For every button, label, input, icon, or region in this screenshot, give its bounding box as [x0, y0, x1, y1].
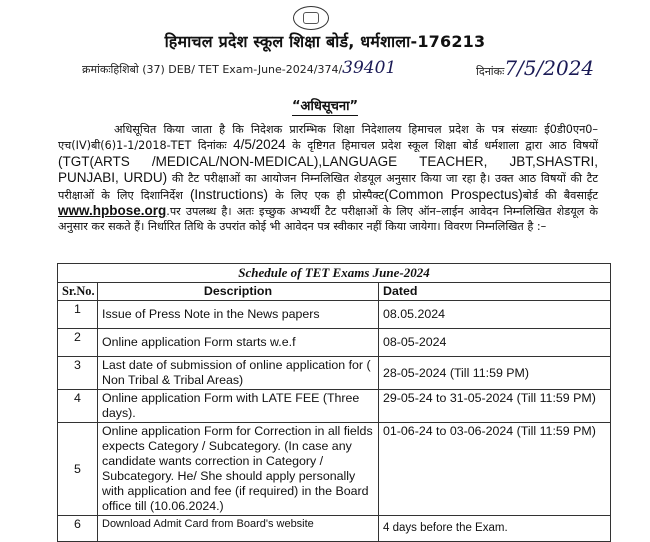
row-description: Online application Form starts w.e.f	[98, 329, 379, 357]
reference-handwritten-number: 39401	[342, 58, 397, 78]
row-description: Last date of submission of online application for ( Non Tribal & Tribal Areas)	[98, 357, 379, 390]
row-sr: 3	[58, 357, 98, 390]
body-text-6: .पर उपलब्ध है। अतः इच्छुक अभ्यर्थी टैट परीक्षाओं के लिए ऑन–लाईन आवेदन निम्नलिखित शेडयूल के अनुसार कर सकते हैं। निर्धारित तिथि के उपरांत कोई भी आवेदन पत्र स्वीकार नहीं किया जायेगा। विवरण निम्नलिखित है :–	[58, 205, 598, 234]
schedule-caption-row	[58, 264, 611, 283]
row-description: Issue of Press Note in the News papers	[98, 301, 379, 329]
website-link[interactable]: www.hpbose.org	[58, 203, 167, 219]
row-dated: 28-05-2024 (Till 11:59 PM)	[379, 357, 611, 390]
table-row	[58, 301, 611, 329]
row-dated: 08-05-2024	[379, 329, 611, 357]
table-row	[58, 516, 611, 542]
body-text-1: अधिसूचित किया जाता है कि निदेशक प्रारम्भिक शिक्षा निदेशालय हिमाचल प्रदेश के पत्र संख्याः ई0डी0एन0–एच(IV)बी(6)1-1/2018-TET दिनांकः	[58, 123, 598, 153]
table-row	[58, 357, 611, 390]
notification-body	[58, 122, 598, 235]
body-instructions: (Instructions)	[189, 186, 268, 202]
issue-date	[476, 56, 594, 80]
row-dated: 01-06-24 to 03-06-2024 (Till 11:59 PM)	[379, 423, 611, 516]
row-sr: 2	[58, 329, 98, 357]
reference-number	[82, 58, 396, 78]
row-dated: 29-05-24 to 31-05-2024 (Till 11:59 PM)	[379, 390, 611, 423]
row-sr: 4	[58, 390, 98, 423]
row-sr: 1	[58, 301, 98, 329]
row-sr: 6	[58, 516, 98, 542]
table-row	[58, 423, 611, 516]
body-text-5: बोर्ड की बैवसाईट	[522, 188, 598, 202]
body-text-4: के लिए एक ही प्रोस्पैक्ट	[267, 188, 385, 202]
table-row	[58, 390, 611, 423]
body-text-2: के दृष्टिगत हिमाचल प्रदेश स्कूल शिक्षा बोर्ड धर्मशाला द्वारा आठ विषयों	[285, 139, 598, 153]
body-text-3: की टैट परीक्षाओं का आयोजन निम्नलिखित शेडयूल अनुसार किया जा रहा है। उक्त आठ विषयों की टैट परीक्षाओं के लिए दिशानिर्देश	[58, 172, 598, 202]
row-description: Online application Form with LATE FEE (Three days).	[98, 390, 379, 423]
body-prospectus: (Common Prospectus)	[384, 186, 523, 202]
reference-prefix: क्रमांकःहिशिबो (37) DEB/ TET Exam-June-2024/374/	[82, 63, 343, 76]
row-description: Download Admit Card from Board's website	[98, 516, 379, 542]
table-row	[58, 329, 611, 357]
notification-heading-text: “अधिसूचना”	[291, 99, 358, 114]
row-description: Online application Form for Correction in all fields expects Category / Subcategory. (In case any candidate wants correction in Category / Subcategory. He/ She should apply personally with application and fee (if required) in the Board office till (10.06.2024.)	[98, 423, 379, 516]
row-dated: 08.05.2024	[379, 301, 611, 329]
header-dated: Dated	[379, 283, 611, 301]
date-prefix: दिनांकः	[476, 65, 505, 78]
row-sr: 5	[58, 423, 98, 516]
body-subjects: (TGT(ARTS /MEDICAL/NON-MEDICAL),LANGUAGE TEACHER, JBT,SHASTRI, PUNJABI, URDU)	[58, 153, 598, 186]
row-dated: 4 days before the Exam.	[379, 516, 611, 542]
date-handwritten: 7/5/2024	[504, 56, 595, 80]
header-sr-no: Sr.No.	[58, 283, 98, 301]
schedule-caption: Schedule of TET Exams June-2024	[58, 264, 611, 283]
board-emblem-icon	[293, 6, 329, 30]
board-name-heading: हिमाचल प्रदेश स्कूल शिक्षा बोर्ड, धर्मशाला-176213	[164, 32, 486, 51]
body-date: 4/5/2024	[233, 137, 286, 153]
schedule-table	[57, 263, 611, 542]
schedule-header-row	[58, 283, 611, 301]
notification-heading	[0, 96, 650, 114]
header-description: Description	[98, 283, 379, 301]
